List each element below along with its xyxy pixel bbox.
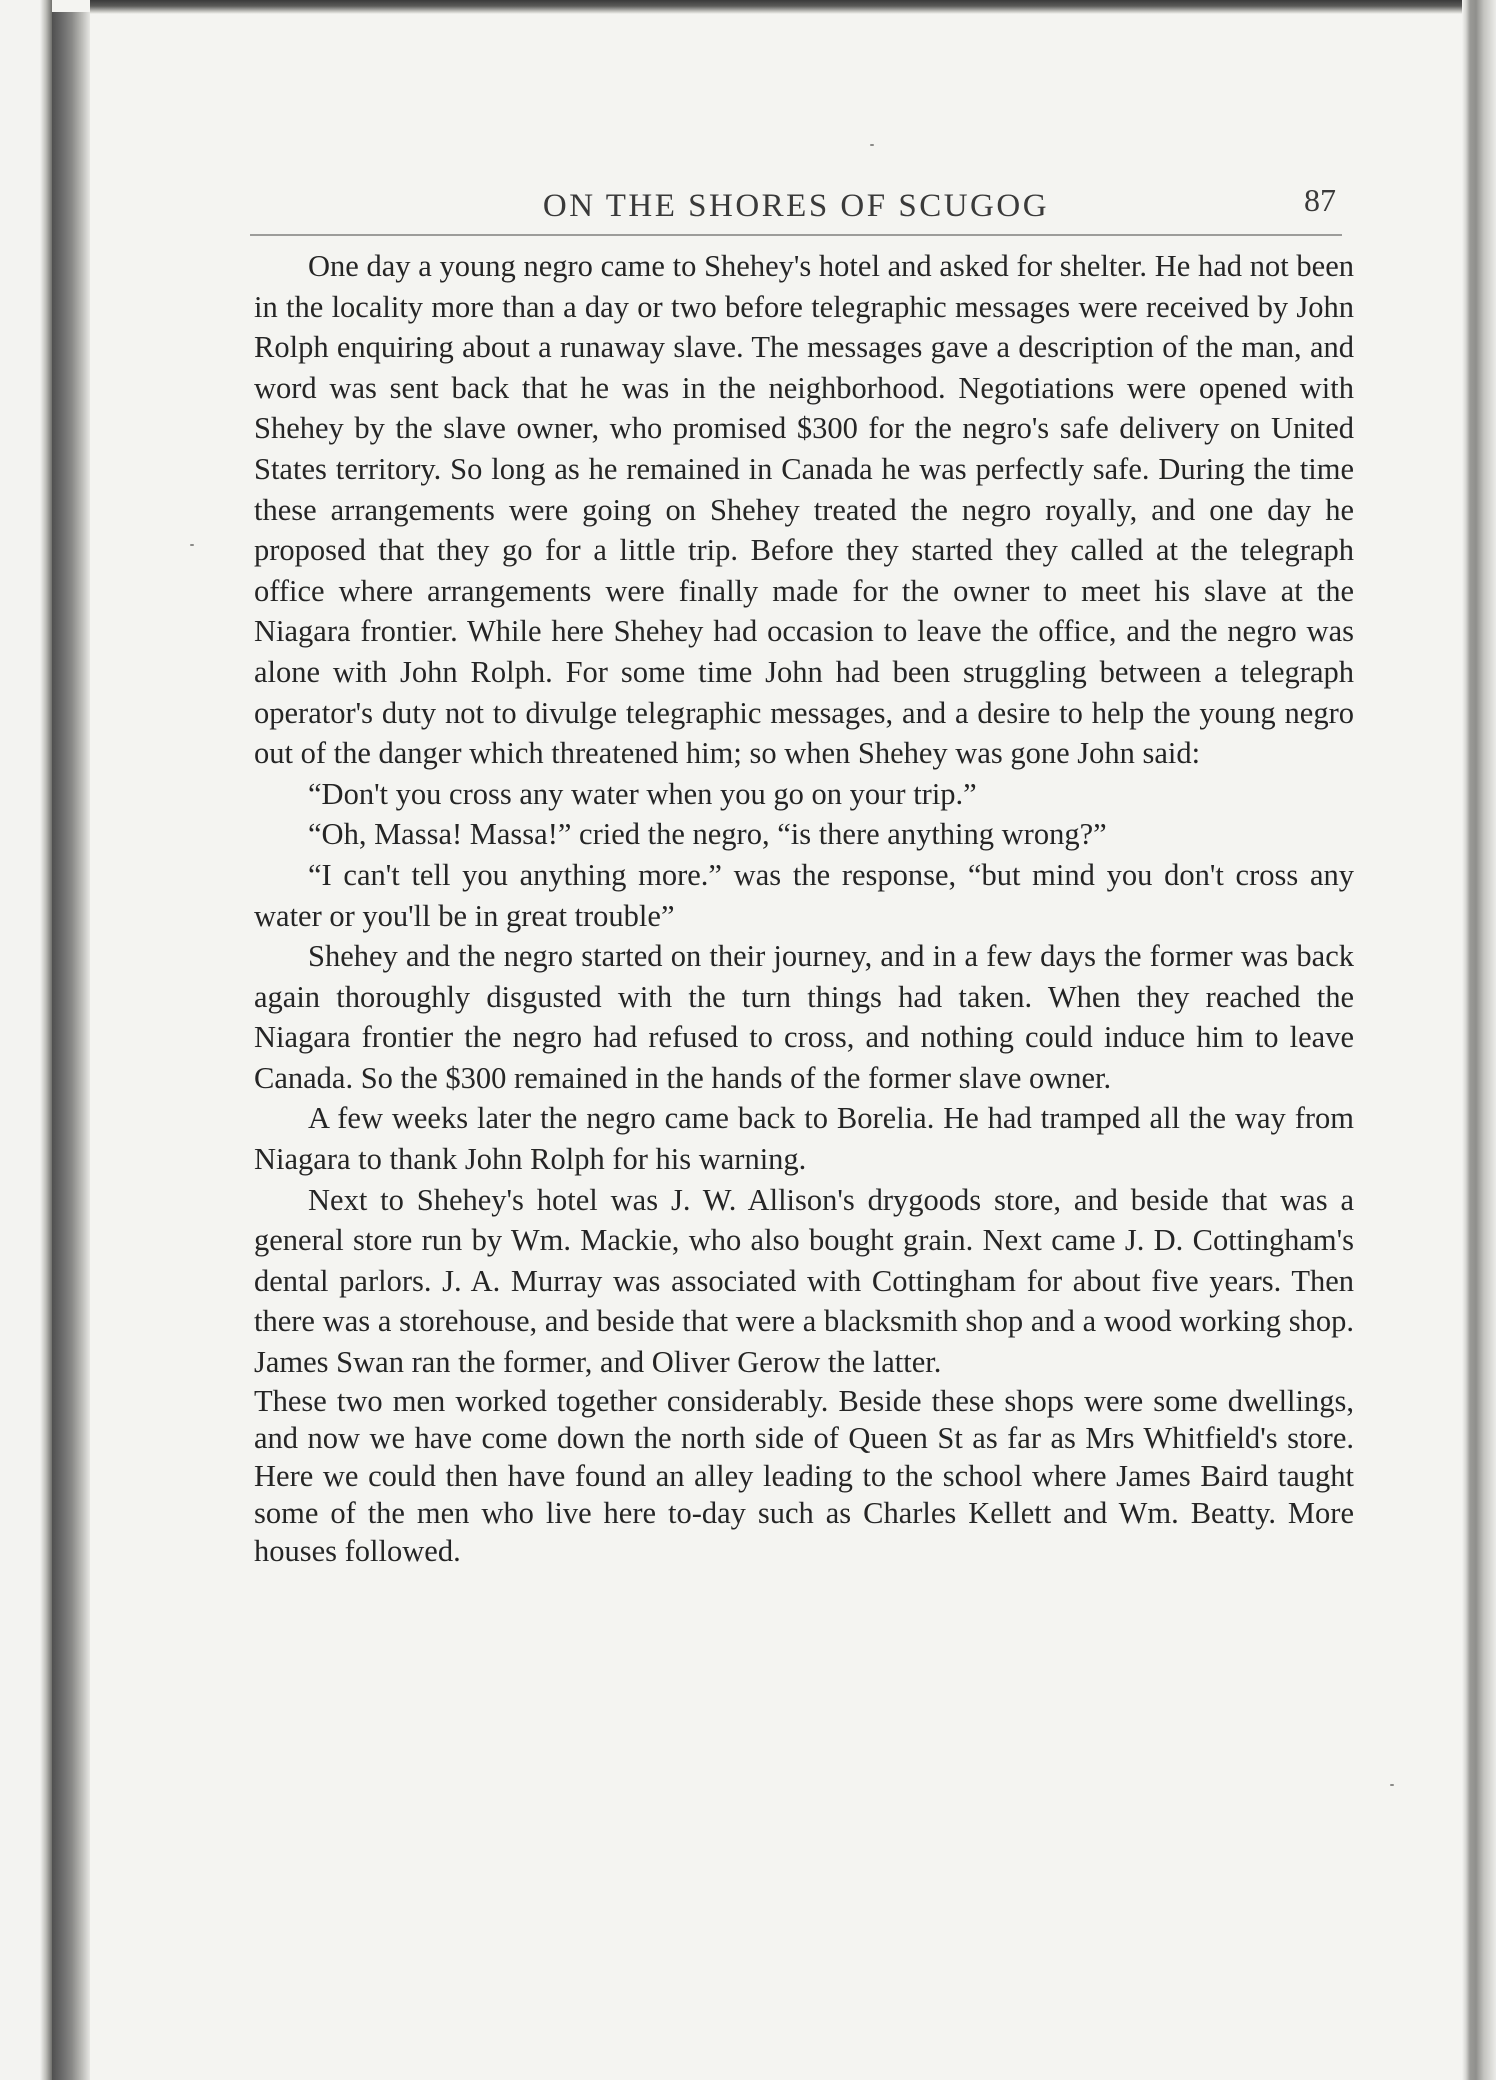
paragraph-shops: These two men worked together considerably. Beside these shops were some dwellings, and now we have come down the north side of Queen St as far as Mrs Whitfield's store. Here we could then have found an alley leading to the school where James Baird taught some of the men who live here to-day such as Charles Kellett and Wm. Beatty. More houses followed. (254, 1383, 1354, 1568)
paragraph-journey: Shehey and the negro started on their journey, and in a few days the former was back again thoroughly disgusted with the turn things had taken. When they reached the Niagara frontier the negro had refused to cross, and nothing could induce him to leave Canada. So the $300 remained in the hands of the former slave owner. (254, 939, 1354, 1095)
dialogue-line: “Oh, Massa! Massa!” cried the negro, “is there anything wrong?” (308, 817, 1107, 852)
scan-speck (190, 544, 194, 546)
paragraph-stores: Next to Shehey's hotel was J. W. Allison's drygoods store, and beside that was a general store run by Wm. Mackie, who also bought grain. Next came J. D. Cottingham's dental parlors. J. A. Murray was associated with Cottingham for about five years. Then there was a storehouse, and beside that were a blacksmith shop and a wood working shop. James Swan ran the former, and Oliver Gerow the latter. (254, 1182, 1354, 1380)
paragraph-return: A few weeks later the negro came back to Borelia. He had tramped all the way from Niagara to thank John Rolph for his warning. (254, 1101, 1354, 1177)
page-number: 87 (1304, 182, 1336, 218)
running-head (250, 174, 1342, 236)
body-text (254, 246, 1354, 1570)
scan-speck (1390, 1784, 1394, 1786)
book-spine-shadow (0, 0, 52, 2080)
scan-speck (870, 144, 874, 146)
dialogue-line: “Don't you cross any water when you go on your trip.” (308, 776, 977, 811)
dialogue-line: “I can't tell you anything more.” was the response, “but mind you don't cross any water or you'll be in great trouble” (254, 857, 1354, 933)
book-cover-edge (52, 12, 90, 2080)
book-page (90, 14, 1462, 2080)
top-page-edge (90, 0, 1470, 14)
running-title: ON THE SHORES OF SCUGOG (542, 188, 1050, 224)
right-page-edge (1462, 0, 1496, 2080)
paragraph-runaway-slave: One day a young negro came to Shehey's hotel and asked for shelter. He had not been in the locality more than a day or two before telegraphic messages were received by John Rolph enquiring about a runaway slave. The messages gave a description of the man, and word was sent back that he was in the neighborhood. Negotiations were opened with Shehey by the slave owner, who promised $300 for the negro's safe delivery on United States territory. So long as he remained in Canada he was perfectly safe. During the time these arrangements were going on Shehey treated the negro royally, and one day he proposed that they go for a little trip. Before they started they called at the telegraph office where arrangements were finally made for the owner to meet his slave at the Niagara frontier. While here Shehey had occasion to leave the office, and the negro was alone with John Rolph. For some time John had been struggling between a telegraph operator's duty not to divulge telegraphic messages, and a desire to help the young negro out of the danger which threatened him; so when Shehey was gone John said: (254, 249, 1354, 771)
